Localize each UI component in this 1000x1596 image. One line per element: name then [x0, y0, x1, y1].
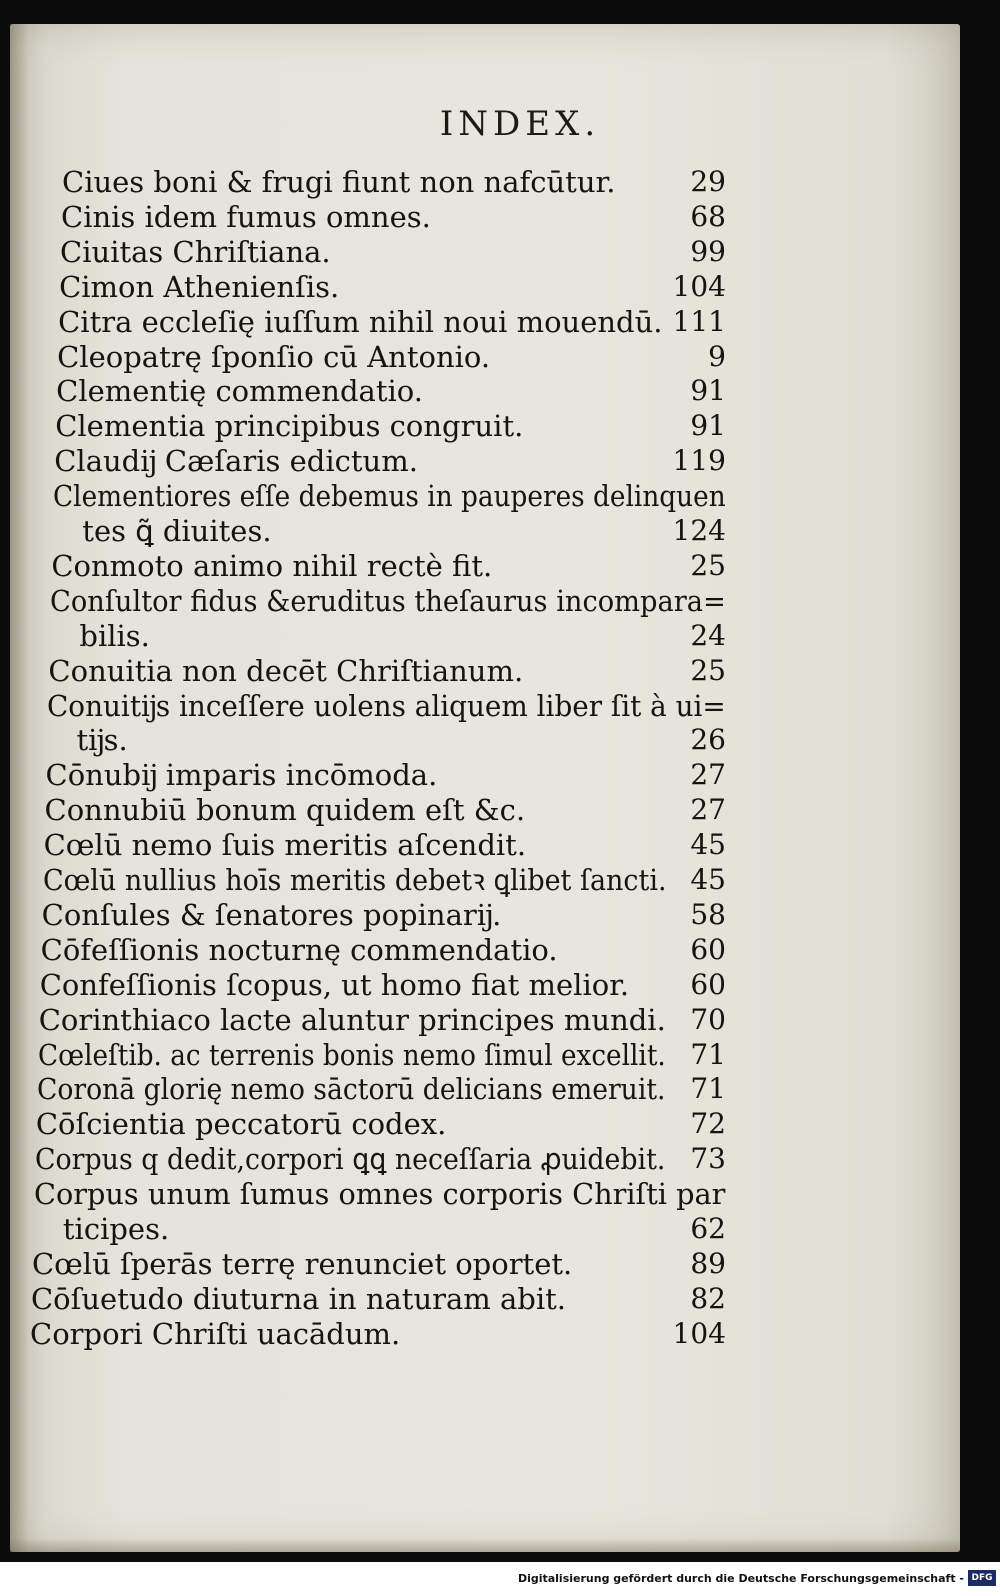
entry-page-number: 99: [690, 234, 726, 268]
entry-page-number: 104: [672, 1316, 726, 1350]
entry-page-number: 91: [690, 374, 726, 408]
entry-text: Corpus unum ſumus omnes corporis Chriſti par: [33, 1177, 726, 1212]
entry-page-number: 71: [690, 1072, 726, 1106]
entry-page-number: 60: [690, 967, 726, 1001]
index-entry: [35, 1141, 726, 1177]
entry-text: Ciues boni & frugi fiunt non nafcūtur.: [62, 165, 616, 199]
entry-text: Citra eccleſię iuſſum nihil noui mouendū.: [58, 304, 663, 339]
entry-text: Conſultor fidus &eruditus theſaurus incompara=: [50, 583, 727, 618]
entry-page-number: 27: [690, 758, 726, 792]
index-entry: [51, 548, 726, 584]
entry-text: Cœlū nullius hoīs meritis debetꝛ ꝗlibet ſancti.: [42, 863, 667, 897]
entry-page-number: 70: [690, 1002, 726, 1036]
entry-text: Coronā glorię nemo sāctorū delicians emeruit.: [36, 1072, 666, 1107]
entry-page-number: 71: [690, 1037, 726, 1071]
entry-page-number: 9: [708, 339, 726, 373]
footer-bar: [0, 1562, 1000, 1596]
index-entry: [41, 932, 726, 968]
index-entry: [63, 1211, 726, 1247]
index-entry: [60, 234, 726, 270]
entry-text: Cœleſtib. ac terrenis bonis nemo ſimul excellit.: [37, 1037, 666, 1072]
entry-text: Cōſcientia peccatorū codex.: [35, 1107, 447, 1142]
entry-page-number: 62: [690, 1212, 726, 1245]
entry-page-number: 25: [690, 653, 726, 687]
entry-page-number: 124: [672, 514, 726, 547]
entry-text: Clementia principibus congruit.: [55, 409, 524, 444]
page-bottom-shadow: [10, 1538, 960, 1552]
index-entry: [36, 1106, 726, 1142]
entry-text: Claudĳ Cæſaris edictum.: [54, 444, 418, 479]
entry-text: Ciuitas Chriſtiana.: [60, 234, 331, 269]
index-entry: [82, 513, 726, 549]
entry-page-number: 104: [672, 269, 726, 303]
entry-text: bilis.: [79, 618, 150, 653]
entry-page-number: 82: [690, 1281, 726, 1315]
entry-page-number: 29: [690, 165, 726, 198]
entry-page-number: 58: [690, 897, 726, 931]
page-title: INDEX.: [439, 104, 601, 144]
entry-page-number: 72: [690, 1107, 726, 1141]
index-entry: [45, 792, 726, 828]
index-entry: [34, 1176, 726, 1212]
entry-text: Cœlū nemo ſuis meritis aſcendit.: [43, 828, 527, 863]
entry-text: Cœlū ſperās terrę renunciet oportet.: [31, 1246, 573, 1281]
entry-text: ticipes.: [62, 1212, 170, 1246]
entry-text: Conmoto animo nihil rectè fit.: [51, 548, 493, 583]
entry-page-number: 45: [690, 863, 726, 896]
entry-text: Corinthiaco lacte aluntur principes mundi.: [38, 1002, 666, 1037]
index-entry: [30, 1316, 726, 1352]
index-entry: [44, 827, 726, 863]
entry-page-number: 73: [690, 1142, 726, 1176]
index-entry: [48, 653, 726, 689]
entry-page-number: 25: [690, 548, 726, 582]
entry-text: Cōnubĳ imparis incōmoda.: [45, 758, 438, 793]
entry-text: Cinis idem fumus omnes.: [61, 199, 431, 234]
entry-page-number: 68: [690, 199, 726, 233]
index-entry: [57, 339, 726, 375]
index-entry: [58, 304, 726, 340]
entry-text: Cimon Athenienſis.: [59, 269, 340, 304]
index-entry: [38, 1037, 726, 1073]
entry-text: Connubiū bonum quidem eſt &c.: [44, 793, 526, 828]
book-page: [10, 24, 960, 1552]
entry-text: Cōfeſſionis nocturnę commendatio.: [40, 932, 558, 967]
entry-text: Corpus q dedit,corpori ꝗꝗ neceſſaria ꝓuidebit.: [34, 1142, 666, 1177]
index-entry: [79, 618, 726, 654]
entry-text: Cōſuetudo diuturna in naturam abit.: [30, 1281, 566, 1316]
entry-page-number: 111: [672, 304, 726, 338]
index-entry: [39, 1002, 726, 1038]
index-entry: [40, 967, 726, 1003]
index-entry: [56, 373, 726, 409]
index-entry: [42, 897, 726, 933]
entry-text: Conuitia non decēt Chriſtianum.: [48, 653, 524, 688]
index-entry: [61, 199, 726, 235]
funding-credit: Digitalisierung gefördert durch die Deutsche Forschungsgemeinschaft -: [517, 1572, 964, 1585]
entry-text: Clementię commendatio.: [56, 374, 423, 409]
entry-page-number: 45: [690, 828, 726, 862]
entry-page-number: 91: [690, 409, 726, 443]
index-entry: [31, 1281, 726, 1317]
index-entry: [50, 583, 726, 619]
entry-page-number: 119: [672, 444, 726, 478]
entry-text: Confeſſionis ſcopus, ut homo fiat melior.: [39, 967, 630, 1002]
entry-text: tĳs.: [76, 723, 128, 758]
page-edge-shadow: [10, 24, 28, 1552]
index-entry: [47, 688, 726, 724]
index-entry: [37, 1071, 726, 1107]
entry-page-number: 26: [690, 723, 726, 757]
entry-text: Clementiores eſſe debemus in pauperes delinquen: [53, 479, 726, 514]
index-entry: [54, 443, 726, 479]
entry-text: Cleopatrę ſponſio cū Antonio.: [57, 339, 491, 374]
index-entry: [43, 862, 726, 898]
entry-page-number: 60: [690, 932, 726, 966]
index-entry: [32, 1246, 726, 1282]
index-entry: [76, 722, 726, 758]
entry-text: Corpori Chriſti uacādum.: [30, 1316, 401, 1351]
index-entry: [55, 408, 726, 444]
index-entry: [53, 478, 726, 514]
entry-page-number: 27: [690, 793, 726, 827]
entry-text: Conſules & ſenatores popinarĳ.: [41, 897, 502, 932]
entry-page-number: 89: [690, 1246, 726, 1280]
index-entry: [59, 269, 726, 305]
index-entry: [46, 757, 726, 793]
entry-text: tes ꝗ̃ diuites.: [82, 514, 272, 548]
dfg-logo: DFG: [968, 1570, 996, 1586]
index-entry: [62, 164, 726, 200]
entry-page-number: 24: [690, 618, 726, 652]
entry-text: Conuitĳs inceſſere uolens aliquem liber ſit à ui=: [47, 688, 727, 723]
